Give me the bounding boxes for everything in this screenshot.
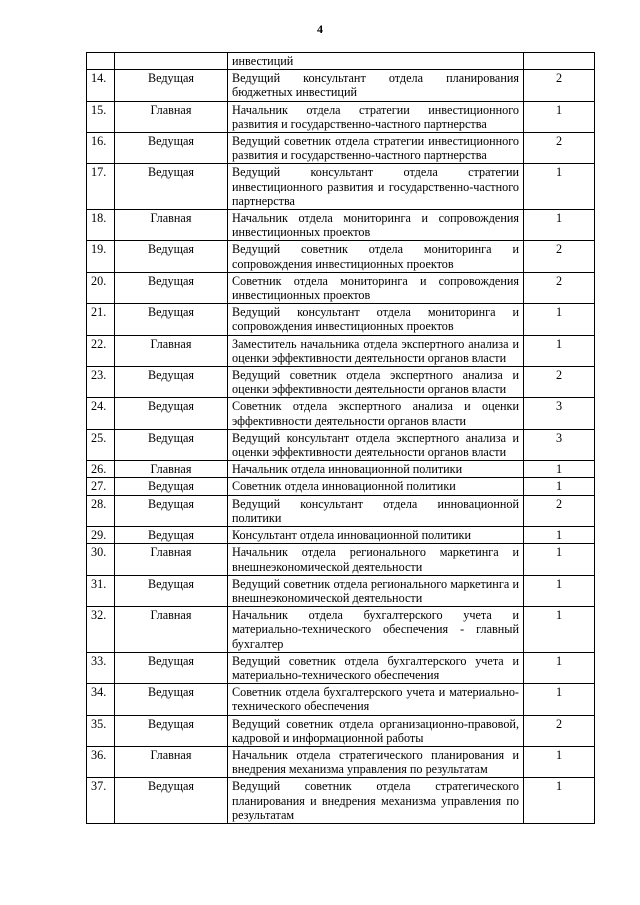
row-number: 36. bbox=[87, 746, 115, 777]
table-row bbox=[87, 398, 595, 429]
position-count: 3 bbox=[524, 429, 595, 460]
table-row bbox=[87, 684, 595, 715]
position-title: Начальник отдела стратегического планирования и внедрения механизма управления по результатам bbox=[228, 746, 524, 777]
positions-table bbox=[86, 52, 595, 824]
table-row bbox=[87, 495, 595, 526]
position-title: Советник отдела экспертного анализа и оценки эффективности деятельности органов власти bbox=[228, 398, 524, 429]
position-count: 1 bbox=[524, 607, 595, 653]
table-row bbox=[87, 133, 595, 164]
position-count: 1 bbox=[524, 461, 595, 478]
row-number: 17. bbox=[87, 164, 115, 210]
position-group: Ведущая bbox=[115, 398, 228, 429]
row-number bbox=[87, 53, 115, 70]
row-number: 16. bbox=[87, 133, 115, 164]
row-number: 29. bbox=[87, 527, 115, 544]
position-group: Ведущая bbox=[115, 715, 228, 746]
position-title: Ведущий советник отдела организационно-правовой, кадровой и информационной работы bbox=[228, 715, 524, 746]
position-count: 1 bbox=[524, 544, 595, 575]
position-group: Главная bbox=[115, 210, 228, 241]
table-row bbox=[87, 272, 595, 303]
table-row bbox=[87, 461, 595, 478]
positions-table-body bbox=[87, 53, 595, 824]
position-count bbox=[524, 53, 595, 70]
position-count: 1 bbox=[524, 575, 595, 606]
table-row bbox=[87, 335, 595, 366]
position-count: 1 bbox=[524, 652, 595, 683]
position-group: Ведущая bbox=[115, 70, 228, 101]
position-title: Ведущий консультант отдела планирования бюджетных инвестиций bbox=[228, 70, 524, 101]
table-row bbox=[87, 575, 595, 606]
row-number: 27. bbox=[87, 478, 115, 495]
page-number: 4 bbox=[317, 22, 323, 36]
position-count: 1 bbox=[524, 684, 595, 715]
position-count: 1 bbox=[524, 164, 595, 210]
table-row bbox=[87, 778, 595, 824]
position-group: Главная bbox=[115, 461, 228, 478]
position-group: Главная bbox=[115, 335, 228, 366]
position-title: Ведущий советник отдела стратегического планирования и внедрения механизма управления по результатам bbox=[228, 778, 524, 824]
table-row bbox=[87, 652, 595, 683]
table-row bbox=[87, 715, 595, 746]
row-number: 14. bbox=[87, 70, 115, 101]
row-number: 35. bbox=[87, 715, 115, 746]
position-group: Ведущая bbox=[115, 495, 228, 526]
position-group: Ведущая bbox=[115, 429, 228, 460]
row-number: 32. bbox=[87, 607, 115, 653]
position-group: Ведущая bbox=[115, 575, 228, 606]
position-group: Ведущая bbox=[115, 304, 228, 335]
table-row bbox=[87, 241, 595, 272]
position-count: 1 bbox=[524, 210, 595, 241]
position-group: Главная bbox=[115, 101, 228, 132]
position-group: Ведущая bbox=[115, 684, 228, 715]
table-row bbox=[87, 527, 595, 544]
row-number: 15. bbox=[87, 101, 115, 132]
position-count: 1 bbox=[524, 304, 595, 335]
table-row bbox=[87, 746, 595, 777]
position-count: 2 bbox=[524, 272, 595, 303]
position-title: Ведущий советник отдела экспертного анализа и оценки эффективности деятельности органов власти bbox=[228, 367, 524, 398]
row-number: 21. bbox=[87, 304, 115, 335]
position-count: 1 bbox=[524, 746, 595, 777]
position-count: 2 bbox=[524, 70, 595, 101]
position-group: Главная bbox=[115, 607, 228, 653]
table-row bbox=[87, 607, 595, 653]
row-number: 28. bbox=[87, 495, 115, 526]
position-count: 1 bbox=[524, 335, 595, 366]
position-title: инвестиций bbox=[228, 53, 524, 70]
table-row bbox=[87, 304, 595, 335]
position-group: Ведущая bbox=[115, 527, 228, 544]
position-group: Ведущая bbox=[115, 652, 228, 683]
position-title: Начальник отдела бухгалтерского учета и материально-технического обеспечения - главный бухгалтер bbox=[228, 607, 524, 653]
position-count: 2 bbox=[524, 241, 595, 272]
row-number: 22. bbox=[87, 335, 115, 366]
table-row bbox=[87, 164, 595, 210]
table-row bbox=[87, 429, 595, 460]
position-group: Ведущая bbox=[115, 272, 228, 303]
position-title: Ведущий советник отдела стратегии инвестиционного развития и государственно-частного партнерства bbox=[228, 133, 524, 164]
row-number: 19. bbox=[87, 241, 115, 272]
position-title: Начальник отдела регионального маркетинга и внешнеэкономической деятельности bbox=[228, 544, 524, 575]
position-count: 1 bbox=[524, 527, 595, 544]
position-group: Ведущая bbox=[115, 778, 228, 824]
table-row bbox=[87, 367, 595, 398]
position-group: Ведущая bbox=[115, 164, 228, 210]
position-title: Начальник отдела мониторинга и сопровождения инвестиционных проектов bbox=[228, 210, 524, 241]
row-number: 26. bbox=[87, 461, 115, 478]
position-count: 2 bbox=[524, 715, 595, 746]
row-number: 25. bbox=[87, 429, 115, 460]
position-title: Начальник отдела стратегии инвестиционного развития и государственно-частного партнерства bbox=[228, 101, 524, 132]
row-number: 34. bbox=[87, 684, 115, 715]
position-title: Советник отдела мониторинга и сопровождения инвестиционных проектов bbox=[228, 272, 524, 303]
position-count: 2 bbox=[524, 133, 595, 164]
position-count: 2 bbox=[524, 367, 595, 398]
position-title: Ведущий консультант отдела стратегии инвестиционного развития и государственно-частного партнерства bbox=[228, 164, 524, 210]
position-title: Ведущий советник отдела мониторинга и сопровождения инвестиционных проектов bbox=[228, 241, 524, 272]
row-number: 24. bbox=[87, 398, 115, 429]
position-group: Ведущая bbox=[115, 241, 228, 272]
position-group: Главная bbox=[115, 746, 228, 777]
position-count: 1 bbox=[524, 778, 595, 824]
table-row bbox=[87, 101, 595, 132]
position-title: Консультант отдела инновационной политики bbox=[228, 527, 524, 544]
table-row bbox=[87, 53, 595, 70]
position-count: 2 bbox=[524, 495, 595, 526]
row-number: 18. bbox=[87, 210, 115, 241]
row-number: 30. bbox=[87, 544, 115, 575]
row-number: 20. bbox=[87, 272, 115, 303]
position-title: Ведущий советник отдела регионального маркетинга и внешнеэкономической деятельности bbox=[228, 575, 524, 606]
position-group: Ведущая bbox=[115, 133, 228, 164]
position-group: Ведущая bbox=[115, 478, 228, 495]
position-title: Начальник отдела инновационной политики bbox=[228, 461, 524, 478]
row-number: 23. bbox=[87, 367, 115, 398]
table-row bbox=[87, 478, 595, 495]
position-count: 1 bbox=[524, 101, 595, 132]
row-number: 37. bbox=[87, 778, 115, 824]
position-title: Ведущий консультант отдела инновационной политики bbox=[228, 495, 524, 526]
row-number: 33. bbox=[87, 652, 115, 683]
position-count: 1 bbox=[524, 478, 595, 495]
table-row bbox=[87, 70, 595, 101]
position-title: Советник отдела бухгалтерского учета и материально-технического обеспечения bbox=[228, 684, 524, 715]
position-group: Главная bbox=[115, 544, 228, 575]
row-number: 31. bbox=[87, 575, 115, 606]
position-group: Ведущая bbox=[115, 367, 228, 398]
table-row bbox=[87, 210, 595, 241]
table-row bbox=[87, 544, 595, 575]
position-title: Советник отдела инновационной политики bbox=[228, 478, 524, 495]
position-title: Ведущий консультант отдела экспертного анализа и оценки эффективности деятельности органов власти bbox=[228, 429, 524, 460]
position-title: Ведущий консультант отдела мониторинга и сопровождения инвестиционных проектов bbox=[228, 304, 524, 335]
position-group bbox=[115, 53, 228, 70]
position-title: Заместитель начальника отдела экспертного анализа и оценки эффективности деятельности органов власти bbox=[228, 335, 524, 366]
position-count: 3 bbox=[524, 398, 595, 429]
position-title: Ведущий советник отдела бухгалтерского учета и материально-технического обеспечения bbox=[228, 652, 524, 683]
